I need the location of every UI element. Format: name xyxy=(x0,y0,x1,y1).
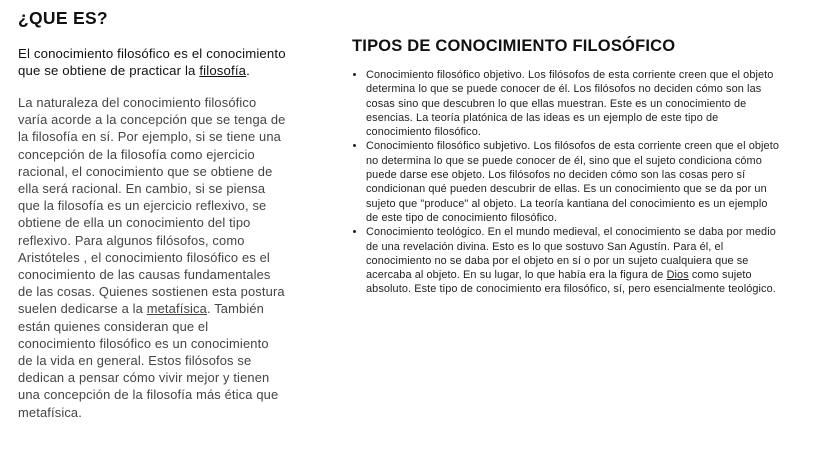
que-es-section xyxy=(18,8,286,421)
tipos-list xyxy=(352,68,782,297)
tipos-section xyxy=(352,37,782,297)
list-item: • Conocimiento filosófico objetivo. Los filósofos de esta corriente creen que el objeto determina lo que se puede conocer de él. Los filósofos no deciden cómo son las cosas sino que descubren lo que ellas muestran. Este es un conocimiento de esencias. La teoría platónica de las ideas es un ejemplo de este tipo de conocimiento filosófico. xyxy=(366,68,782,139)
item-text-end: como sujeto absoluto. Este tipo de conocimiento era filosófico, sí, pero esencialmente teológico. xyxy=(366,269,776,296)
intro-text-end: . xyxy=(246,63,250,78)
intro-paragraph xyxy=(18,45,286,79)
metafisica-link[interactable]: metafísica xyxy=(146,301,207,317)
body-text-end: . También están quienes consideran que el conocimiento filosófico es un conocimiento de la vida en general. Estos filósofos se dedican a pensar cómo vivir mejor y tienen una concepción de la filosofía más ética que metafísica. xyxy=(18,301,279,420)
list-item xyxy=(366,225,782,296)
section-title: TIPOS DE CONOCIMIENTO FILOSÓFICO xyxy=(352,37,676,55)
body-text: La naturaleza del conocimiento filosófico varía acorde a la concepción que se tenga de la filosofía en sí. Por ejemplo, si se tiene una concepción de la filosofía como ejercicio racional, el conocimiento que se obtiene de ella será racional. En cambio, si se piensa que la filosofía es un ejercicio reflexivo, se obtiene de ella un conocimiento del tipo reflexivo. Para algunos filósofos, como Aristóteles , el conocimiento filosófico es el conocimiento de las causas fundamentales de las cosas. Quienes sostienen esta postura suelen dedicarse a la xyxy=(18,95,286,317)
intro-text: El conocimiento filosófico es el conocimiento que se obtiene de practicar la xyxy=(18,46,286,78)
body-paragraph xyxy=(18,94,286,421)
dios-link[interactable]: Dios xyxy=(666,269,689,282)
list-item: • Conocimiento filosófico subjetivo. Los filósofos de esta corriente creen que el objeto no determina lo que se puede conocer de él, sino que el sujeto condiciona cómo puede darse ese objeto. Los filósofos no deciden cómo son las cosas pero sí condicionan qué pueden descubrir de ellas. Es un conocimiento que se da por un sujeto que "produce" al objeto. La teoría kantiana del conocimiento es un ejemplo de este tipo de conocimiento filosófico. xyxy=(366,139,782,225)
section-title: ¿QUE ES? xyxy=(18,8,108,28)
item-text: Conocimiento teológico. En el mundo medieval, el conocimiento se daba por medio de una revelación divina. Esto es lo que sostuvo San Agustín. Para él, el conocimiento no se daba por el objeto en sí o por un sujeto cualquiera que se acercaba al objeto. En su lugar, lo que había era la figura de xyxy=(366,226,776,282)
filosofia-link[interactable]: filosofía xyxy=(199,63,247,78)
